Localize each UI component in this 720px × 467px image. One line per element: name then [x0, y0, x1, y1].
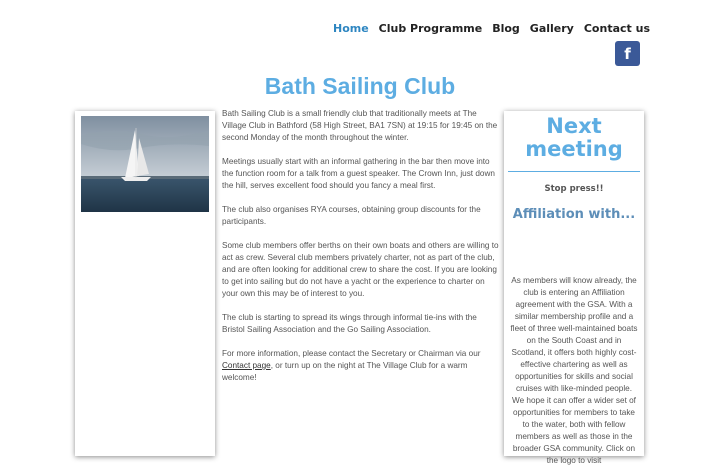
nav-gallery[interactable]: Gallery [529, 22, 574, 35]
intro-paragraph: Bath Sailing Club is a small friendly club that traditionally meets at The Village Club in Bathford (58 High Street, BA1 7SN) at 19:15 for 19:45 on the second Monday of the month throughout the winter. [222, 109, 498, 142]
next-meeting-heading: Next meeting [525, 114, 623, 161]
nav-blog[interactable]: Blog [492, 22, 520, 35]
facebook-button[interactable] [615, 41, 640, 66]
associations-paragraph: The club is starting to spread its wings through informal tie-ins with the Bristol Sailing Association and the Go Sailing Association. [222, 313, 477, 334]
meetings-paragraph: Meetings usually start with an informal gathering in the bar then move into the function room for a talk from a guest speaker. The Crown Inn, just down the hill, serves excellent food should you fancy a meal first. [222, 157, 495, 190]
left-image-panel [75, 111, 215, 456]
facebook-icon: f [624, 44, 631, 63]
affiliation-text: As members will know already, the club is entering an Affiliation agreement with the GSA. With a similar membership profile and a fleet of three well-maintained boats on the South Coast and in Scotland, it offers both highly cost-effective chartering as well as opportunities for skills and social cruises with like-minded people. We hope it can offer a wider set of opportunities for members to take to the water, both with fellow members as well as those in the broader GSA community. Click on the logo to visit [510, 276, 638, 465]
contact-page-link[interactable]: Contact page [222, 361, 271, 370]
nav-home[interactable]: Home [332, 22, 369, 35]
stop-press: Stop press!! [544, 184, 604, 194]
intro-text [222, 108, 500, 396]
main-nav [333, 22, 650, 35]
page-title: Bath Sailing Club [264, 73, 456, 99]
courses-paragraph: The club also organises RYA courses, obtaining group discounts for the participants. [222, 205, 481, 226]
crew-paragraph: Some club members offer berths on their own boats and others are willing to act as crew. Several club members privately charter, not as part of the club, and are often looking for additional crew to share the cost. If you are looking to get into sailing but do not have a yacht or the experience to charter on your own this may be of interest to you. [222, 241, 499, 298]
nav-club-programme[interactable]: Club Programme [378, 22, 483, 35]
affiliation-title: Affiliation with... [512, 207, 636, 222]
contact-paragraph: For more information, please contact the Secretary or Chairman via our Contact page, or turn up on the night at The Village Club for a warm welcome! [222, 349, 481, 382]
nav-contact-us[interactable]: Contact us [583, 22, 650, 35]
next-meeting-panel [504, 111, 644, 465]
sailboat-photo [81, 116, 209, 212]
divider [508, 171, 640, 172]
